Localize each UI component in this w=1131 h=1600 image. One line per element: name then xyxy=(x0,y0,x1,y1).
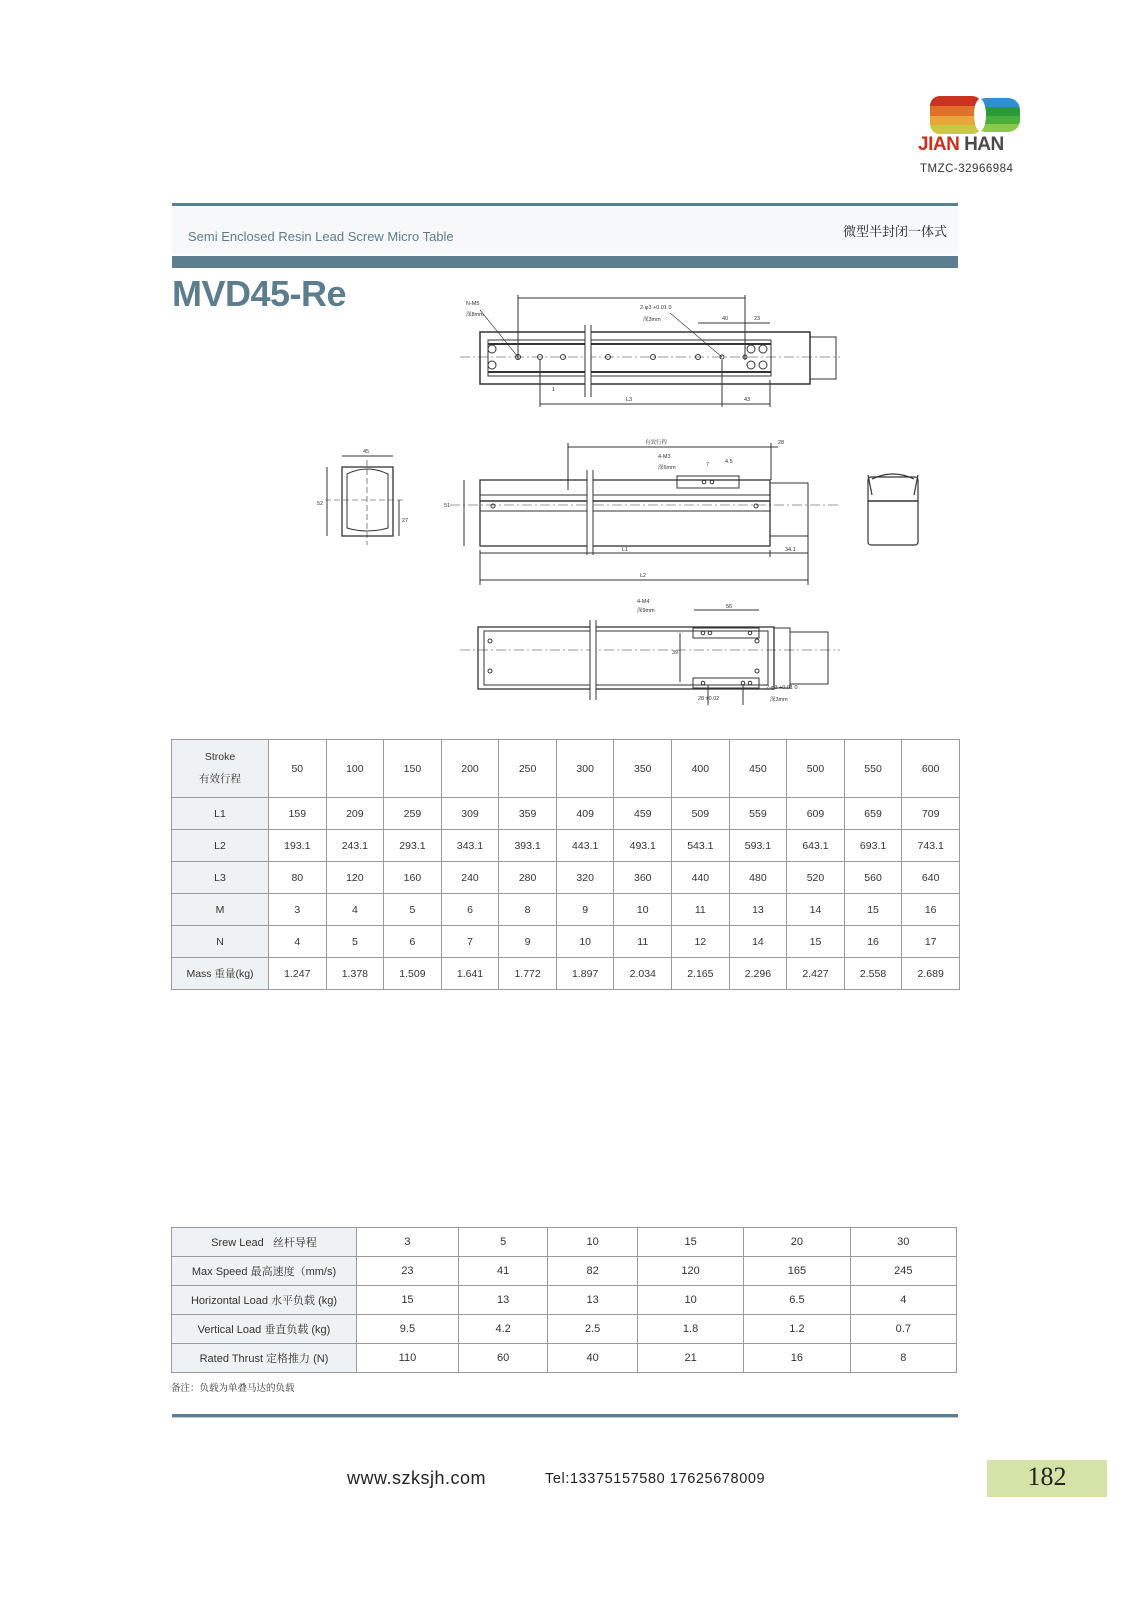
label-effective-stroke: 有效行程 xyxy=(645,440,668,446)
row-label-cell: Max Speed 最高速度（mm/s) xyxy=(172,1257,357,1286)
table-cell: 3 xyxy=(269,894,327,926)
brand-name xyxy=(918,134,1028,156)
table-cell: 193.1 xyxy=(269,830,327,862)
table-cell: 2.5 xyxy=(548,1315,638,1344)
table-cell: 21 xyxy=(637,1344,743,1373)
screw-lead-table xyxy=(171,1227,957,1373)
table-row xyxy=(172,958,960,990)
table-row xyxy=(172,1257,957,1286)
table-cell: 160 xyxy=(384,862,442,894)
table-cell: 459 xyxy=(614,798,672,830)
brand-name-part1: JIAN xyxy=(918,134,960,155)
table-cell: 10 xyxy=(556,926,614,958)
table-cell: 659 xyxy=(844,798,902,830)
table-cell: 120 xyxy=(637,1257,743,1286)
brand-code: TMZC-32966984 xyxy=(920,163,1014,175)
model-title: MVD45-Re xyxy=(172,273,347,314)
table-cell: 520 xyxy=(787,862,845,894)
motor-end-view-drawing xyxy=(860,465,930,550)
table-cell: 1.772 xyxy=(499,958,557,990)
label-l2: L2 xyxy=(640,573,647,579)
table-cell: 559 xyxy=(729,798,787,830)
table-row xyxy=(172,862,960,894)
table-cell: 243.1 xyxy=(326,830,384,862)
table-cell: 245 xyxy=(850,1257,956,1286)
table-cell: 6 xyxy=(441,894,499,926)
table-cell: 443.1 xyxy=(556,830,614,862)
table-cell: 16 xyxy=(744,1344,850,1373)
table-cell: 8 xyxy=(850,1344,956,1373)
table-cell: 2.034 xyxy=(614,958,672,990)
label-7: 7 xyxy=(706,462,710,468)
row-label-cell: Rated Thrust 定格推力 (N) xyxy=(172,1344,357,1373)
table-cell: 2.165 xyxy=(672,958,730,990)
table-cell: 10 xyxy=(637,1286,743,1315)
row-label-cell: Vertical Load 垂直负载 (kg) xyxy=(172,1315,357,1344)
row-label-cell: L2 xyxy=(172,830,269,862)
table-cell: 11 xyxy=(614,926,672,958)
row-label-cell: N xyxy=(172,926,269,958)
table-cell: 1.247 xyxy=(269,958,327,990)
table-cell: 4 xyxy=(326,894,384,926)
table-note: 备注：负载为单叠马达的负载 xyxy=(171,1383,295,1394)
table-cell: 560 xyxy=(844,862,902,894)
label-39: 39 xyxy=(672,650,679,656)
website-link[interactable]: www.szksjh.com xyxy=(347,1468,487,1488)
table-cell: 10 xyxy=(614,894,672,926)
table-cell: 4.2 xyxy=(458,1315,548,1344)
label-4-m4: 4-M4 xyxy=(637,599,650,605)
brand-name-part2: HAN xyxy=(964,134,1004,155)
table-cell: 14 xyxy=(787,894,845,926)
table-row xyxy=(172,830,960,862)
table-cell: 9.5 xyxy=(357,1315,459,1344)
table-cell: 30 xyxy=(850,1228,956,1257)
page-number: 182 xyxy=(1027,1462,1067,1491)
table-cell: 2.689 xyxy=(902,958,960,990)
table-row xyxy=(172,894,960,926)
table-cell: 6.5 xyxy=(744,1286,850,1315)
table-cell: 6 xyxy=(384,926,442,958)
table-cell: 9 xyxy=(499,926,557,958)
table-cell: 40 xyxy=(548,1344,638,1373)
table-cell: 640 xyxy=(902,862,960,894)
table-row xyxy=(172,1228,957,1257)
table-cell: 14 xyxy=(729,926,787,958)
stroke-label-cn: 有效行程 xyxy=(199,773,241,785)
stroke-value-cell: 500 xyxy=(787,740,845,798)
table-cell: 10 xyxy=(548,1228,638,1257)
stroke-header-cell xyxy=(172,740,269,798)
table-row xyxy=(172,798,960,830)
stroke-value-cell: 400 xyxy=(672,740,730,798)
table-cell: 60 xyxy=(458,1344,548,1373)
table-cell: 693.1 xyxy=(844,830,902,862)
table-cell: 240 xyxy=(441,862,499,894)
table-cell: 9 xyxy=(556,894,614,926)
table-cell: 15 xyxy=(787,926,845,958)
table-cell: 1.641 xyxy=(441,958,499,990)
subtitle-chinese: 微型半封闭一体式 xyxy=(843,224,948,239)
label-4-5: 4.5 xyxy=(725,459,733,465)
table-cell: 409 xyxy=(556,798,614,830)
table-cell: 120 xyxy=(326,862,384,894)
row-label-cell: L1 xyxy=(172,798,269,830)
table-cell: 13 xyxy=(458,1286,548,1315)
table-cell: 16 xyxy=(844,926,902,958)
table-cell: 16 xyxy=(902,894,960,926)
row-label-cell: L3 xyxy=(172,862,269,894)
table-cell: 609 xyxy=(787,798,845,830)
logo-icon xyxy=(930,96,1020,134)
table-row xyxy=(172,926,960,958)
row-label-cell: Mass 重量(kg) xyxy=(172,958,269,990)
table-cell: 1.8 xyxy=(637,1315,743,1344)
table-cell: 209 xyxy=(326,798,384,830)
table-cell: 259 xyxy=(384,798,442,830)
stroke-value-cell: 350 xyxy=(614,740,672,798)
label-40: 40 xyxy=(722,316,729,322)
table-cell: 293.1 xyxy=(384,830,442,862)
stroke-value-cell: 100 xyxy=(326,740,384,798)
label-45: 45 xyxy=(363,449,370,455)
table-row xyxy=(172,1286,957,1315)
table-cell: 1.897 xyxy=(556,958,614,990)
label-l1: L1 xyxy=(622,547,629,553)
label-pin-hole: 2-φ3 +0.01 0 xyxy=(640,305,672,311)
label-pin-hole-bottom: 2-φ3 +0.01 0 xyxy=(766,685,798,691)
label-4-m3: 4-M3 xyxy=(658,454,671,460)
table-cell: 13 xyxy=(548,1286,638,1315)
table-cell: 23 xyxy=(357,1257,459,1286)
table-cell: 2.558 xyxy=(844,958,902,990)
table-cell: 543.1 xyxy=(672,830,730,862)
table-cell: 17 xyxy=(902,926,960,958)
subtitle-english: Semi Enclosed Resin Lead Screw Micro Table xyxy=(188,229,454,244)
label-43: 43 xyxy=(744,397,751,403)
table-cell: 12 xyxy=(672,926,730,958)
table-cell: 393.1 xyxy=(499,830,557,862)
row-label-cell: M xyxy=(172,894,269,926)
label-1: 1 xyxy=(552,387,556,393)
label-l3: L3 xyxy=(626,397,633,403)
label-27: 27 xyxy=(402,518,409,524)
table-cell: 80 xyxy=(269,862,327,894)
table-cell: 743.1 xyxy=(902,830,960,862)
table-cell: 509 xyxy=(672,798,730,830)
table-cell: 2.427 xyxy=(787,958,845,990)
table-row xyxy=(172,1344,957,1373)
table-cell: 7 xyxy=(441,926,499,958)
table-cell: 20 xyxy=(744,1228,850,1257)
table-cell: 2.296 xyxy=(729,958,787,990)
side-view-drawing xyxy=(440,435,840,585)
table-cell: 709 xyxy=(902,798,960,830)
label-56: 56 xyxy=(726,604,733,610)
label-52: 52 xyxy=(317,501,324,507)
table-cell: 320 xyxy=(556,862,614,894)
label-depth-3-bottom: 深3mm xyxy=(770,697,788,703)
table-cell: 5 xyxy=(458,1228,548,1257)
label-depth-6: 深6mm xyxy=(658,465,676,471)
end-view-drawing xyxy=(305,440,409,550)
table-cell: 480 xyxy=(729,862,787,894)
table-cell: 8 xyxy=(499,894,557,926)
table-cell: 360 xyxy=(614,862,672,894)
table-cell: 165 xyxy=(744,1257,850,1286)
table-cell: 3 xyxy=(357,1228,459,1257)
table-cell: 13 xyxy=(729,894,787,926)
table-cell: 0.7 xyxy=(850,1315,956,1344)
row-label-cell: Srew Lead 丝杆导程 xyxy=(172,1228,357,1257)
table-cell: 280 xyxy=(499,862,557,894)
table-cell: 5 xyxy=(384,894,442,926)
table-cell: 110 xyxy=(357,1344,459,1373)
header-accent-bar xyxy=(172,256,958,268)
table-cell: 159 xyxy=(269,798,327,830)
label-depth-9: 深9mm xyxy=(637,608,655,614)
table-cell: 440 xyxy=(672,862,730,894)
label-34-1: 34.1 xyxy=(785,547,796,553)
table-cell: 15 xyxy=(637,1228,743,1257)
table-cell: 1.2 xyxy=(744,1315,850,1344)
stroke-value-cell: 200 xyxy=(441,740,499,798)
table-cell: 343.1 xyxy=(441,830,499,862)
table-cell: 309 xyxy=(441,798,499,830)
stroke-dimension-table xyxy=(171,739,960,990)
stroke-value-cell: 600 xyxy=(902,740,960,798)
table-cell: 5 xyxy=(326,926,384,958)
top-view-drawing xyxy=(460,285,840,415)
stroke-value-cell: 150 xyxy=(384,740,442,798)
table-cell: 15 xyxy=(357,1286,459,1315)
table-cell: 1.378 xyxy=(326,958,384,990)
telephone: Tel:13375157580 17625678009 xyxy=(545,1471,766,1487)
label-28: 28 xyxy=(778,440,785,446)
table-cell: 643.1 xyxy=(787,830,845,862)
table-cell: 359 xyxy=(499,798,557,830)
table-cell: 493.1 xyxy=(614,830,672,862)
table-cell: 1.509 xyxy=(384,958,442,990)
row-label-cell: Horizontal Load 水平负载 (kg) xyxy=(172,1286,357,1315)
bottom-view-drawing xyxy=(460,590,840,710)
table-cell: 4 xyxy=(269,926,327,958)
stroke-value-cell: 50 xyxy=(269,740,327,798)
label-23: 23 xyxy=(754,316,761,322)
table-row xyxy=(172,1315,957,1344)
footer-rule-light xyxy=(172,1417,958,1418)
table-cell: 11 xyxy=(672,894,730,926)
table-cell: 593.1 xyxy=(729,830,787,862)
stroke-value-cell: 300 xyxy=(556,740,614,798)
label-51: 51 xyxy=(444,503,451,509)
label-28-tol: 28 ±0.02 xyxy=(698,696,720,702)
label-n-m5: N-M5 xyxy=(466,301,480,307)
label-depth-3: 深3mm xyxy=(643,317,661,323)
stroke-value-cell: 250 xyxy=(499,740,557,798)
table-cell: 15 xyxy=(844,894,902,926)
table-cell: 41 xyxy=(458,1257,548,1286)
stroke-value-cell: 450 xyxy=(729,740,787,798)
table-cell: 82 xyxy=(548,1257,638,1286)
table-cell: 4 xyxy=(850,1286,956,1315)
label-depth-8: 深8mm xyxy=(466,312,484,318)
stroke-value-cell: 550 xyxy=(844,740,902,798)
table-row xyxy=(172,740,960,798)
stroke-label-en: Stroke xyxy=(204,751,236,763)
